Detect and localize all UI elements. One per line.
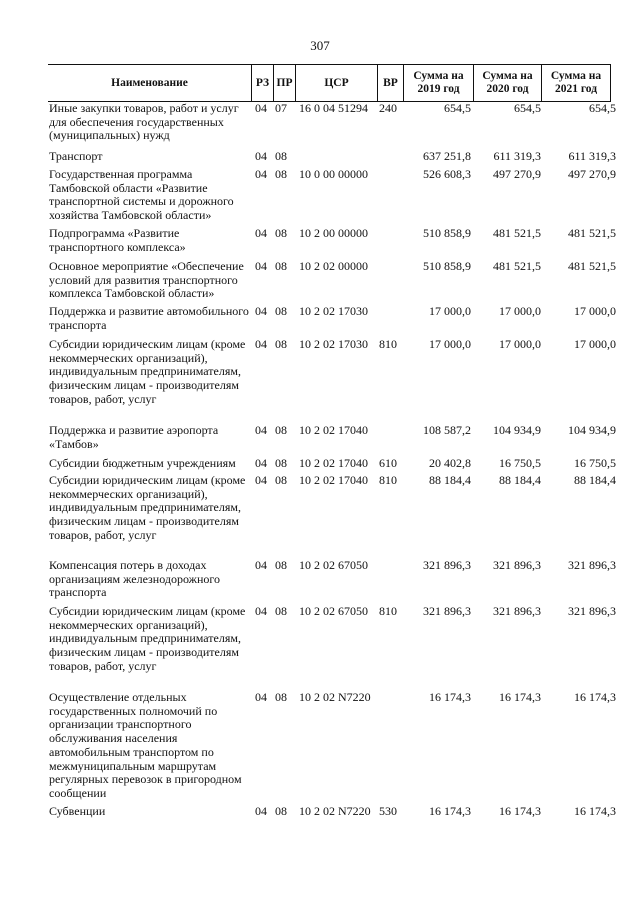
row-sum-2021: 481 521,5 xyxy=(568,259,616,273)
row-sum-2021: 104 934,9 xyxy=(568,423,616,437)
row-rz: 04 xyxy=(255,473,267,487)
row-sum-2019: 654,5 xyxy=(444,101,471,115)
row-name: Субсидии юридическим лицам (кроме некоммерческих организаций), индивидуальным предпринимателям, физическим лицам - производителям товаров, работ, услуг xyxy=(49,337,246,406)
row-sum-2020: 321 896,3 xyxy=(493,558,541,572)
row-csr: 10 2 02 17040 xyxy=(299,423,368,437)
row-sum-2020: 88 184,4 xyxy=(499,473,541,487)
row-name: Подпрограмма «Развитие транспортного комплекса» xyxy=(49,226,186,254)
row-name: Поддержка и развитие аэропорта «Тамбов» xyxy=(49,423,219,451)
row-pr: 08 xyxy=(275,167,287,181)
row-sum-2020: 481 521,5 xyxy=(493,226,541,240)
row-name: Основное мероприятие «Обеспечение условий для развития транспортного комплекса Тамбовской области» xyxy=(49,259,244,301)
row-sum-2021: 321 896,3 xyxy=(568,604,616,618)
header-sum-2020: Сумма на 2020 год xyxy=(473,65,541,101)
row-pr: 08 xyxy=(275,259,287,273)
row-pr: 08 xyxy=(275,226,287,240)
row-sum-2021: 497 270,9 xyxy=(568,167,616,181)
row-name: Государственная программа Тамбовской области «Развитие транспортной системы и дорожного хозяйства Тамбовской области» xyxy=(49,167,234,223)
row-csr: 10 2 02 N7220 xyxy=(299,690,371,704)
row-pr: 08 xyxy=(275,423,287,437)
row-rz: 04 xyxy=(255,804,267,818)
row-pr: 08 xyxy=(275,149,287,163)
row-csr: 10 2 02 67050 xyxy=(299,558,368,572)
row-csr: 10 2 02 17040 xyxy=(299,473,368,487)
row-csr: 10 2 02 00000 xyxy=(299,259,368,273)
row-pr: 08 xyxy=(275,337,287,351)
row-sum-2020: 16 750,5 xyxy=(499,456,541,470)
row-csr: 10 2 02 17030 xyxy=(299,337,368,351)
row-name: Субсидии бюджетным учреждениям xyxy=(49,456,236,470)
row-name: Субвенции xyxy=(49,804,106,818)
row-sum-2021: 654,5 xyxy=(589,101,616,115)
row-vr: 810 xyxy=(379,604,397,618)
row-rz: 04 xyxy=(255,304,267,318)
row-name: Компенсация потерь в доходах организациям железнодорожного транспорта xyxy=(49,558,220,600)
row-pr: 08 xyxy=(275,456,287,470)
row-rz: 04 xyxy=(255,149,267,163)
row-csr: 16 0 04 51294 xyxy=(299,101,368,115)
row-sum-2021: 16 174,3 xyxy=(574,804,616,818)
row-sum-2021: 16 174,3 xyxy=(574,690,616,704)
row-sum-2019: 526 608,3 xyxy=(423,167,471,181)
table-header xyxy=(48,64,611,102)
row-sum-2019: 17 000,0 xyxy=(429,337,471,351)
row-sum-2019: 16 174,3 xyxy=(429,804,471,818)
row-sum-2021: 611 319,3 xyxy=(568,149,616,163)
row-sum-2020: 16 174,3 xyxy=(499,804,541,818)
header-rz: РЗ xyxy=(251,65,273,101)
row-pr: 08 xyxy=(275,304,287,318)
header-pr: ПР xyxy=(273,65,295,101)
row-sum-2019: 510 858,9 xyxy=(423,226,471,240)
row-name: Осуществление отдельных государственных полномочий по организации транспортного обслуживания населения автомобильным транспортом по межмуниципальным маршрутам регулярных перевозок в пригородном сообщении xyxy=(49,690,242,800)
row-sum-2020: 497 270,9 xyxy=(493,167,541,181)
row-vr: 610 xyxy=(379,456,397,470)
row-pr: 07 xyxy=(275,101,287,115)
row-name: Поддержка и развитие автомобильного транспорта xyxy=(49,304,249,332)
row-csr: 10 2 02 17040 xyxy=(299,456,368,470)
row-vr: 810 xyxy=(379,473,397,487)
row-sum-2019: 16 174,3 xyxy=(429,690,471,704)
row-rz: 04 xyxy=(255,337,267,351)
row-name: Субсидии юридическим лицам (кроме некоммерческих организаций), индивидуальным предпринимателям, физическим лицам - производителям товаров, работ, услуг xyxy=(49,473,246,542)
row-rz: 04 xyxy=(255,101,267,115)
row-sum-2020: 17 000,0 xyxy=(499,337,541,351)
row-rz: 04 xyxy=(255,558,267,572)
row-sum-2021: 321 896,3 xyxy=(568,558,616,572)
row-sum-2019: 321 896,3 xyxy=(423,558,471,572)
row-sum-2019: 20 402,8 xyxy=(429,456,471,470)
row-sum-2021: 17 000,0 xyxy=(574,337,616,351)
row-sum-2019: 510 858,9 xyxy=(423,259,471,273)
row-vr: 240 xyxy=(379,101,397,115)
row-sum-2019: 321 896,3 xyxy=(423,604,471,618)
header-vr: ВР xyxy=(377,65,403,101)
row-sum-2020: 321 896,3 xyxy=(493,604,541,618)
row-sum-2020: 104 934,9 xyxy=(493,423,541,437)
header-sum-2021: Сумма на 2021 год xyxy=(541,65,611,101)
row-pr: 08 xyxy=(275,604,287,618)
row-name: Иные закупки товаров, работ и услуг для обеспечения государственных (муниципальных) нужд xyxy=(49,101,239,143)
row-rz: 04 xyxy=(255,423,267,437)
row-pr: 08 xyxy=(275,690,287,704)
header-sum-2019: Сумма на 2019 год xyxy=(403,65,473,101)
row-csr: 10 2 02 N7220 xyxy=(299,804,371,818)
row-sum-2019: 88 184,4 xyxy=(429,473,471,487)
row-sum-2019: 637 251,8 xyxy=(423,149,471,163)
row-rz: 04 xyxy=(255,456,267,470)
row-rz: 04 xyxy=(255,226,267,240)
row-csr: 10 2 00 00000 xyxy=(299,226,368,240)
row-name: Транспорт xyxy=(49,149,103,163)
row-rz: 04 xyxy=(255,604,267,618)
row-pr: 08 xyxy=(275,558,287,572)
header-csr: ЦСР xyxy=(295,65,377,101)
row-sum-2021: 17 000,0 xyxy=(574,304,616,318)
row-rz: 04 xyxy=(255,167,267,181)
row-pr: 08 xyxy=(275,473,287,487)
page-number: 307 xyxy=(310,38,330,53)
header-name: Наименование xyxy=(111,76,188,89)
row-sum-2020: 481 521,5 xyxy=(493,259,541,273)
row-vr: 530 xyxy=(379,804,397,818)
row-sum-2020: 654,5 xyxy=(514,101,541,115)
row-csr: 10 2 02 67050 xyxy=(299,604,368,618)
row-csr: 10 0 00 00000 xyxy=(299,167,368,181)
row-rz: 04 xyxy=(255,690,267,704)
row-name: Субсидии юридическим лицам (кроме некоммерческих организаций), индивидуальным предпринимателям, физическим лицам - производителям товаров, работ, услуг xyxy=(49,604,246,673)
row-csr: 10 2 02 17030 xyxy=(299,304,368,318)
row-rz: 04 xyxy=(255,259,267,273)
row-pr: 08 xyxy=(275,804,287,818)
row-sum-2020: 611 319,3 xyxy=(493,149,541,163)
row-sum-2021: 88 184,4 xyxy=(574,473,616,487)
row-sum-2021: 481 521,5 xyxy=(568,226,616,240)
row-sum-2020: 16 174,3 xyxy=(499,690,541,704)
row-sum-2021: 16 750,5 xyxy=(574,456,616,470)
row-sum-2020: 17 000,0 xyxy=(499,304,541,318)
row-sum-2019: 17 000,0 xyxy=(429,304,471,318)
row-sum-2019: 108 587,2 xyxy=(423,423,471,437)
row-vr: 810 xyxy=(379,337,397,351)
